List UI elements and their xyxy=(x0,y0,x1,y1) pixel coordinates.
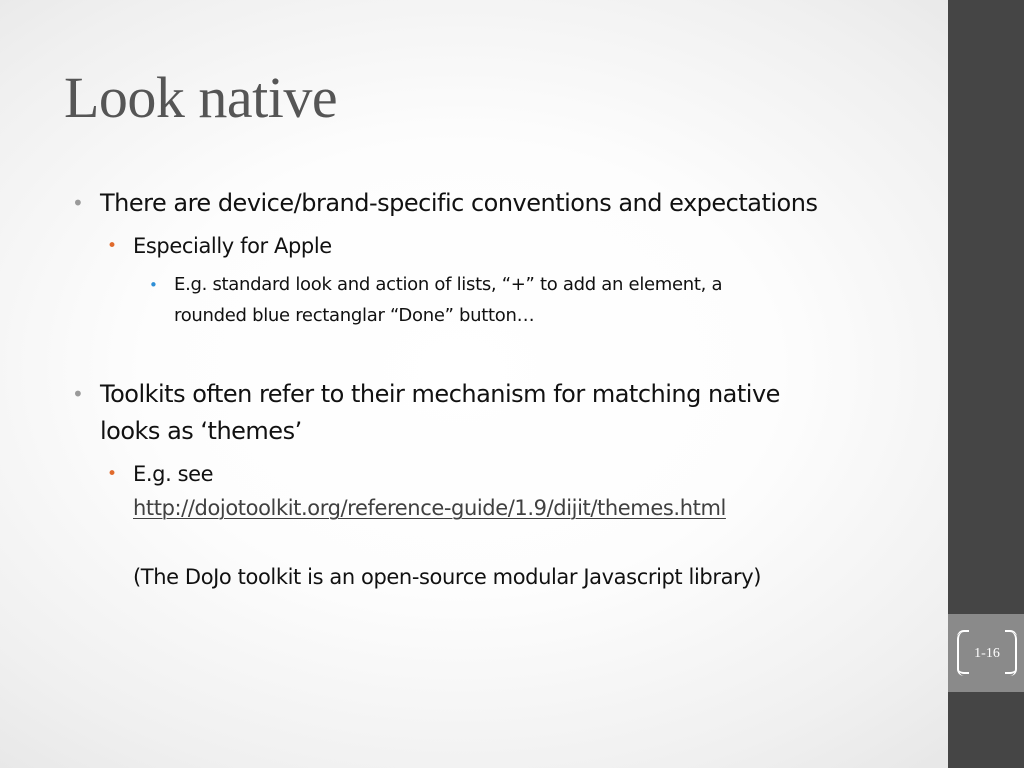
bullet-level1-toolkits xyxy=(72,376,780,413)
bullet-dot-icon: • xyxy=(107,236,117,256)
note-text: (The DoJo toolkit is an open-source modular Javascript library) xyxy=(133,565,762,589)
bullet-level3-example-continued xyxy=(174,301,534,331)
bullet-dot-icon: • xyxy=(107,464,117,484)
bullet-text-line1: Toolkits often refer to their mechanism for matching native xyxy=(100,380,780,408)
bullet-dot-icon: • xyxy=(72,382,84,406)
bullet-text-line1: E.g. standard look and action of lists, “+” to add an element, a xyxy=(174,274,723,295)
bullet-level3-example xyxy=(149,270,723,300)
themes-link-row xyxy=(133,491,726,525)
bullet-level1-conventions xyxy=(72,185,818,222)
bullet-level2-apple xyxy=(107,229,332,263)
bullet-level1-toolkits-continued xyxy=(100,413,302,450)
bullet-text-line2: looks as ‘themes’ xyxy=(100,417,302,445)
dojo-themes-link[interactable]: http://dojotoolkit.org/reference-guide/1.9/dijit/themes.html xyxy=(133,496,726,520)
page-number: 1-16 xyxy=(974,646,1000,661)
bullet-dot-icon: • xyxy=(149,276,158,294)
bullet-text: There are device/brand-specific conventions and expectations xyxy=(100,189,818,217)
bullet-text: E.g. see xyxy=(133,462,214,486)
bullet-dot-icon: • xyxy=(72,191,84,215)
dojo-note xyxy=(133,560,761,594)
slide-title: Look native xyxy=(64,65,338,130)
bullet-text: Especially for Apple xyxy=(133,234,332,258)
bullet-level2-see xyxy=(107,457,214,491)
bullet-text-line2: rounded blue rectanglar “Done” button… xyxy=(174,305,535,326)
